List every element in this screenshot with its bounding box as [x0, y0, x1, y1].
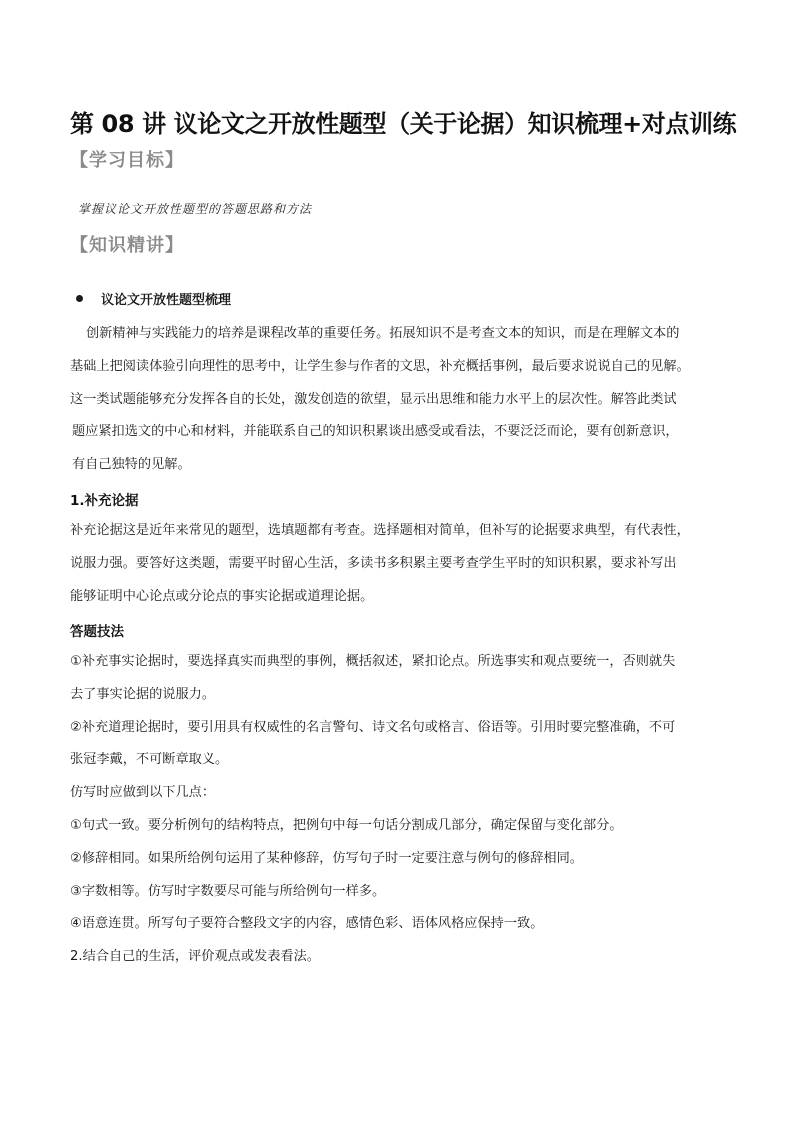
paragraph-line: 基础上把阅读体验引向理性的思考中，让学生参与作者的文思，补充概括事例，最后要求说说自己的见解。: [70, 358, 690, 374]
section1-paragraph: [70, 515, 734, 613]
paragraph-line: 有自己独特的见解。: [72, 457, 191, 473]
method-paragraph: [70, 646, 734, 974]
paragraph-line: 2.结合自己的生活，评价观点或发表看法。: [70, 949, 320, 965]
paragraph-line: 能够证明中心论点或分论点的事实论据或道理论据。: [70, 588, 374, 604]
paragraph-line: 说服力强。要答好这类题，需要平时留心生活，多读书多积累主要考查学生平时的知识积累，要求补写出: [70, 555, 677, 571]
paragraph-line: 去了事实论据的说服力。: [70, 686, 216, 702]
paragraph-line: ④语意连贯。所写句子要符合整段文字的内容，感情色彩、语体风格应保持一致。: [70, 916, 544, 932]
paragraph-line: 题应紧扣选文的中心和材料，并能联系自己的知识积累谈出感受或看法，不要泛泛而论，要有创新意识，: [72, 424, 679, 440]
paragraph-line: 仿写时应做到以下几点：: [70, 785, 216, 801]
bullet-item: [76, 289, 231, 308]
paragraph-line: ①句式一致。要分析例句的结构特点，把例句中每一句话分割成几部分，确定保留与变化部分。: [70, 817, 623, 833]
paragraph-line: 张冠李戴，不可断章取义。: [70, 752, 229, 768]
intro-paragraph: [70, 318, 736, 482]
paragraph-line: ②修辞相同。如果所给例句运用了某种修辞，仿写句子时一定要注意与例句的修辞相同。: [70, 850, 583, 866]
bullet-label: 议论文开放性题型梳理: [101, 293, 232, 308]
learning-goals-heading: 【学习目标】: [70, 150, 184, 171]
paragraph-line: ①补充事实论据时，要选择真实而典型的事例，概括叙述，紧扣论点。所选事实和观点要统一，否则就失: [70, 654, 676, 669]
paragraph-line: 这一类试题能够充分发挥各自的长处，激发创造的欲望，显示出思维和能力水平上的层次性。解答此类试: [70, 391, 677, 407]
section1-heading: 1.补充论据: [70, 493, 139, 509]
paragraph-line: ②补充道理论据时，要引用具有权威性的名言警句、诗文名句或格言、俗语等。引用时要完整准确，不可: [70, 719, 676, 735]
knowledge-heading: 【知识精讲】: [70, 235, 184, 256]
learning-goals-text: 掌握议论文开放性题型的答题思路和方法: [78, 202, 313, 216]
bullet-dot-icon: [76, 295, 83, 302]
paragraph-line: ③字数相等。仿写时字数要尽可能与所给例句一样多。: [70, 883, 386, 899]
paragraph-line: 补充论据这是近年来常见的题型，选填题都有考查。选择题相对简单，但补写的论据要求典型，有代表性，: [70, 523, 690, 538]
method-heading: 答题技法: [70, 624, 124, 640]
paragraph-line: 创新精神与实践能力的培养是课程改革的重要任务。拓展知识不是考查文本的知识，而是在理解文本的: [86, 326, 680, 341]
page-title: 第 08 讲 议论文之开放性题型（关于论据）知识梳理+对点训练: [70, 110, 737, 138]
